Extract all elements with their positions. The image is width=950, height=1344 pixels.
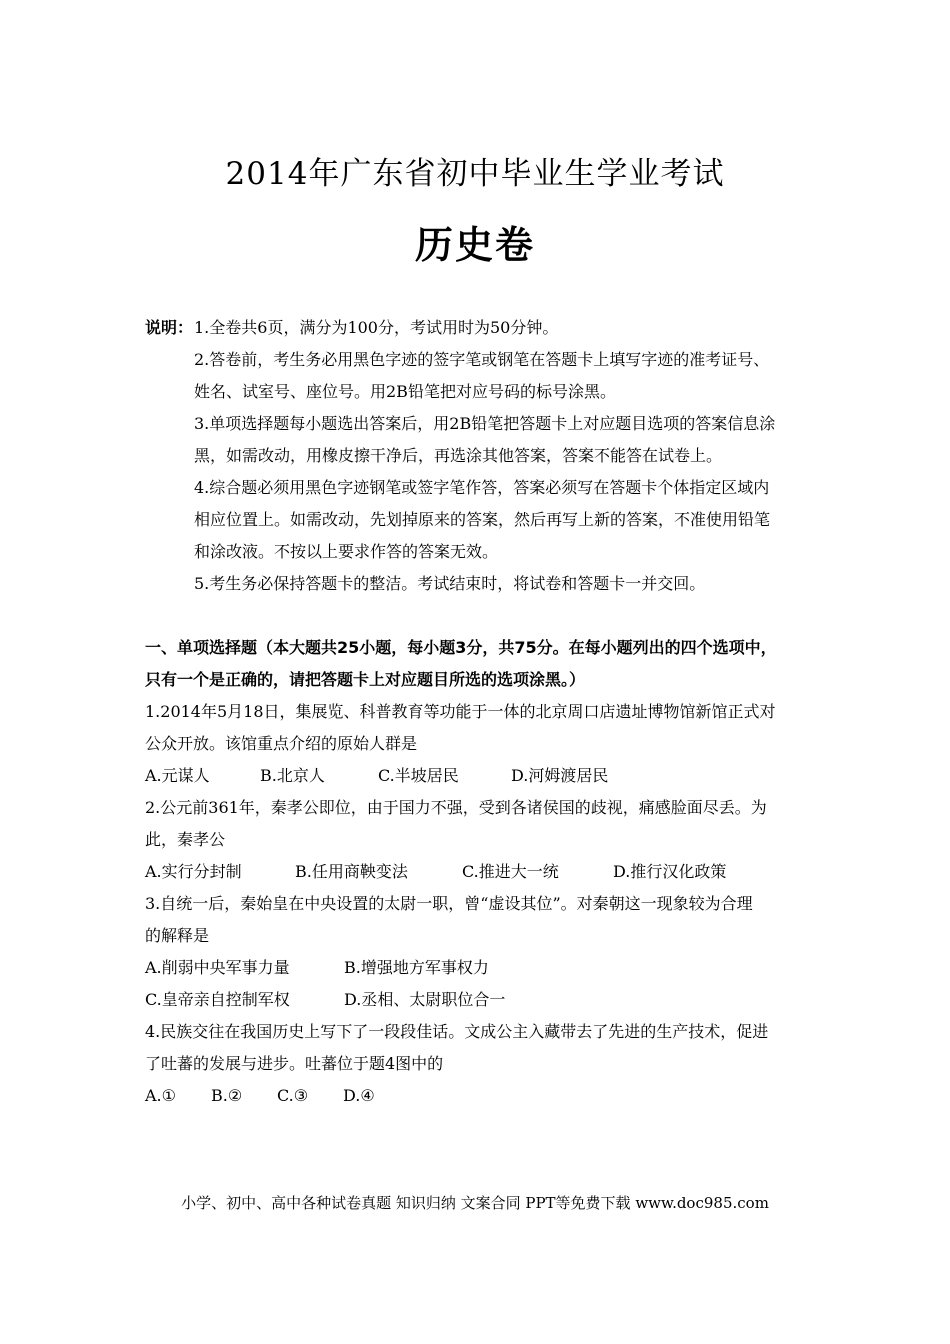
exam-title: 2014年广东省初中毕业生学业考试 bbox=[225, 156, 725, 192]
option-a: A.削弱中央军事力量 bbox=[145, 958, 290, 977]
instruction-line: 5.考生务必保持答题卡的整洁。考试结束时，将试卷和答题卡一并交回。 bbox=[194, 574, 706, 593]
question-3-stem: 的解释是 bbox=[145, 926, 210, 945]
instruction-line: 姓名、试室号、座位号。用2B铅笔把对应号码的标号涂黑。 bbox=[194, 382, 616, 401]
option-b: B.② bbox=[211, 1086, 243, 1105]
instruction-line: 2.答卷前，考生务必用黑色字迹的签字笔或钢笔在答题卡上填写字迹的准考证号、 bbox=[194, 350, 770, 369]
option-c: C.推进大一统 bbox=[462, 862, 559, 881]
option-d: D.推行汉化政策 bbox=[613, 862, 727, 881]
question-4-stem: 4.民族交往在我国历史上写下了一段段佳话。文成公主入藏带去了先进的生产技术，促进 bbox=[145, 1022, 769, 1041]
exam-subtitle: 历史卷 bbox=[414, 222, 535, 267]
footer-text: 小学、初中、高中各种试卷真题 知识归纳 文案合同 PPT等免费下载 www.doc985.com bbox=[181, 1194, 769, 1212]
question-1-stem: 公众开放。该馆重点介绍的原始人群是 bbox=[145, 734, 418, 753]
section-heading: 一、单项选择题（本大题共25小题，每小题3分，共75分。在每小题列出的四个选项中， bbox=[145, 638, 777, 657]
instruction-line: 3.单项选择题每小题选出答案后，用2B铅笔把答题卡上对应题目选项的答案信息涂 bbox=[194, 414, 776, 433]
option-b: B.增强地方军事权力 bbox=[344, 958, 489, 977]
option-d: D.丞相、太尉职位合一 bbox=[344, 990, 506, 1009]
instruction-line: 1.全卷共6页，满分为100分，考试用时为50分钟。 bbox=[194, 318, 559, 337]
instruction-line: 黑，如需改动，用橡皮擦干净后，再选涂其他答案，答案不能答在试卷上。 bbox=[194, 446, 723, 465]
question-2-stem: 2.公元前361年，秦孝公即位，由于国力不强，受到各诸侯国的歧视，痛感脸面尽丢。为 bbox=[145, 798, 767, 817]
option-c: C.半坡居民 bbox=[378, 766, 459, 785]
option-b: B.北京人 bbox=[260, 766, 325, 785]
option-a: A.实行分封制 bbox=[145, 862, 242, 881]
option-d: D.河姆渡居民 bbox=[511, 766, 609, 785]
instruction-line: 和涂改液。不按以上要求作答的答案无效。 bbox=[194, 542, 499, 561]
question-2-stem: 此，秦孝公 bbox=[145, 830, 226, 849]
option-a: A.元谋人 bbox=[145, 766, 210, 785]
instruction-line: 相应位置上。如需改动，先划掉原来的答案，然后再写上新的答案，不准使用铅笔 bbox=[194, 510, 771, 529]
instruction-line: 4.综合题必须用黑色字迹钢笔或签字笔作答，答案必须写在答题卡个体指定区域内 bbox=[194, 478, 770, 497]
option-c: C.皇帝亲自控制军权 bbox=[145, 990, 290, 1009]
question-1-stem: 1.2014年5月18日，集展览、科普教育等功能于一体的北京周口店遗址博物馆新馆正式对 bbox=[145, 702, 776, 721]
option-d: D.④ bbox=[343, 1086, 375, 1105]
option-b: B.任用商鞅变法 bbox=[295, 862, 408, 881]
section-heading: 只有一个是正确的，请把答题卡上对应题目所选的选项涂黑。） bbox=[145, 670, 586, 689]
instructions-label: 说明： bbox=[145, 318, 194, 337]
option-a: A.① bbox=[145, 1086, 176, 1105]
question-4-stem: 了吐蕃的发展与进步。吐蕃位于题4图中的 bbox=[145, 1054, 444, 1073]
option-c: C.③ bbox=[277, 1086, 309, 1105]
question-3-stem: 3.自统一后，秦始皇在中央设置的太尉一职，曾“虚设其位”。对秦朝这一现象较为合理 bbox=[145, 894, 753, 913]
